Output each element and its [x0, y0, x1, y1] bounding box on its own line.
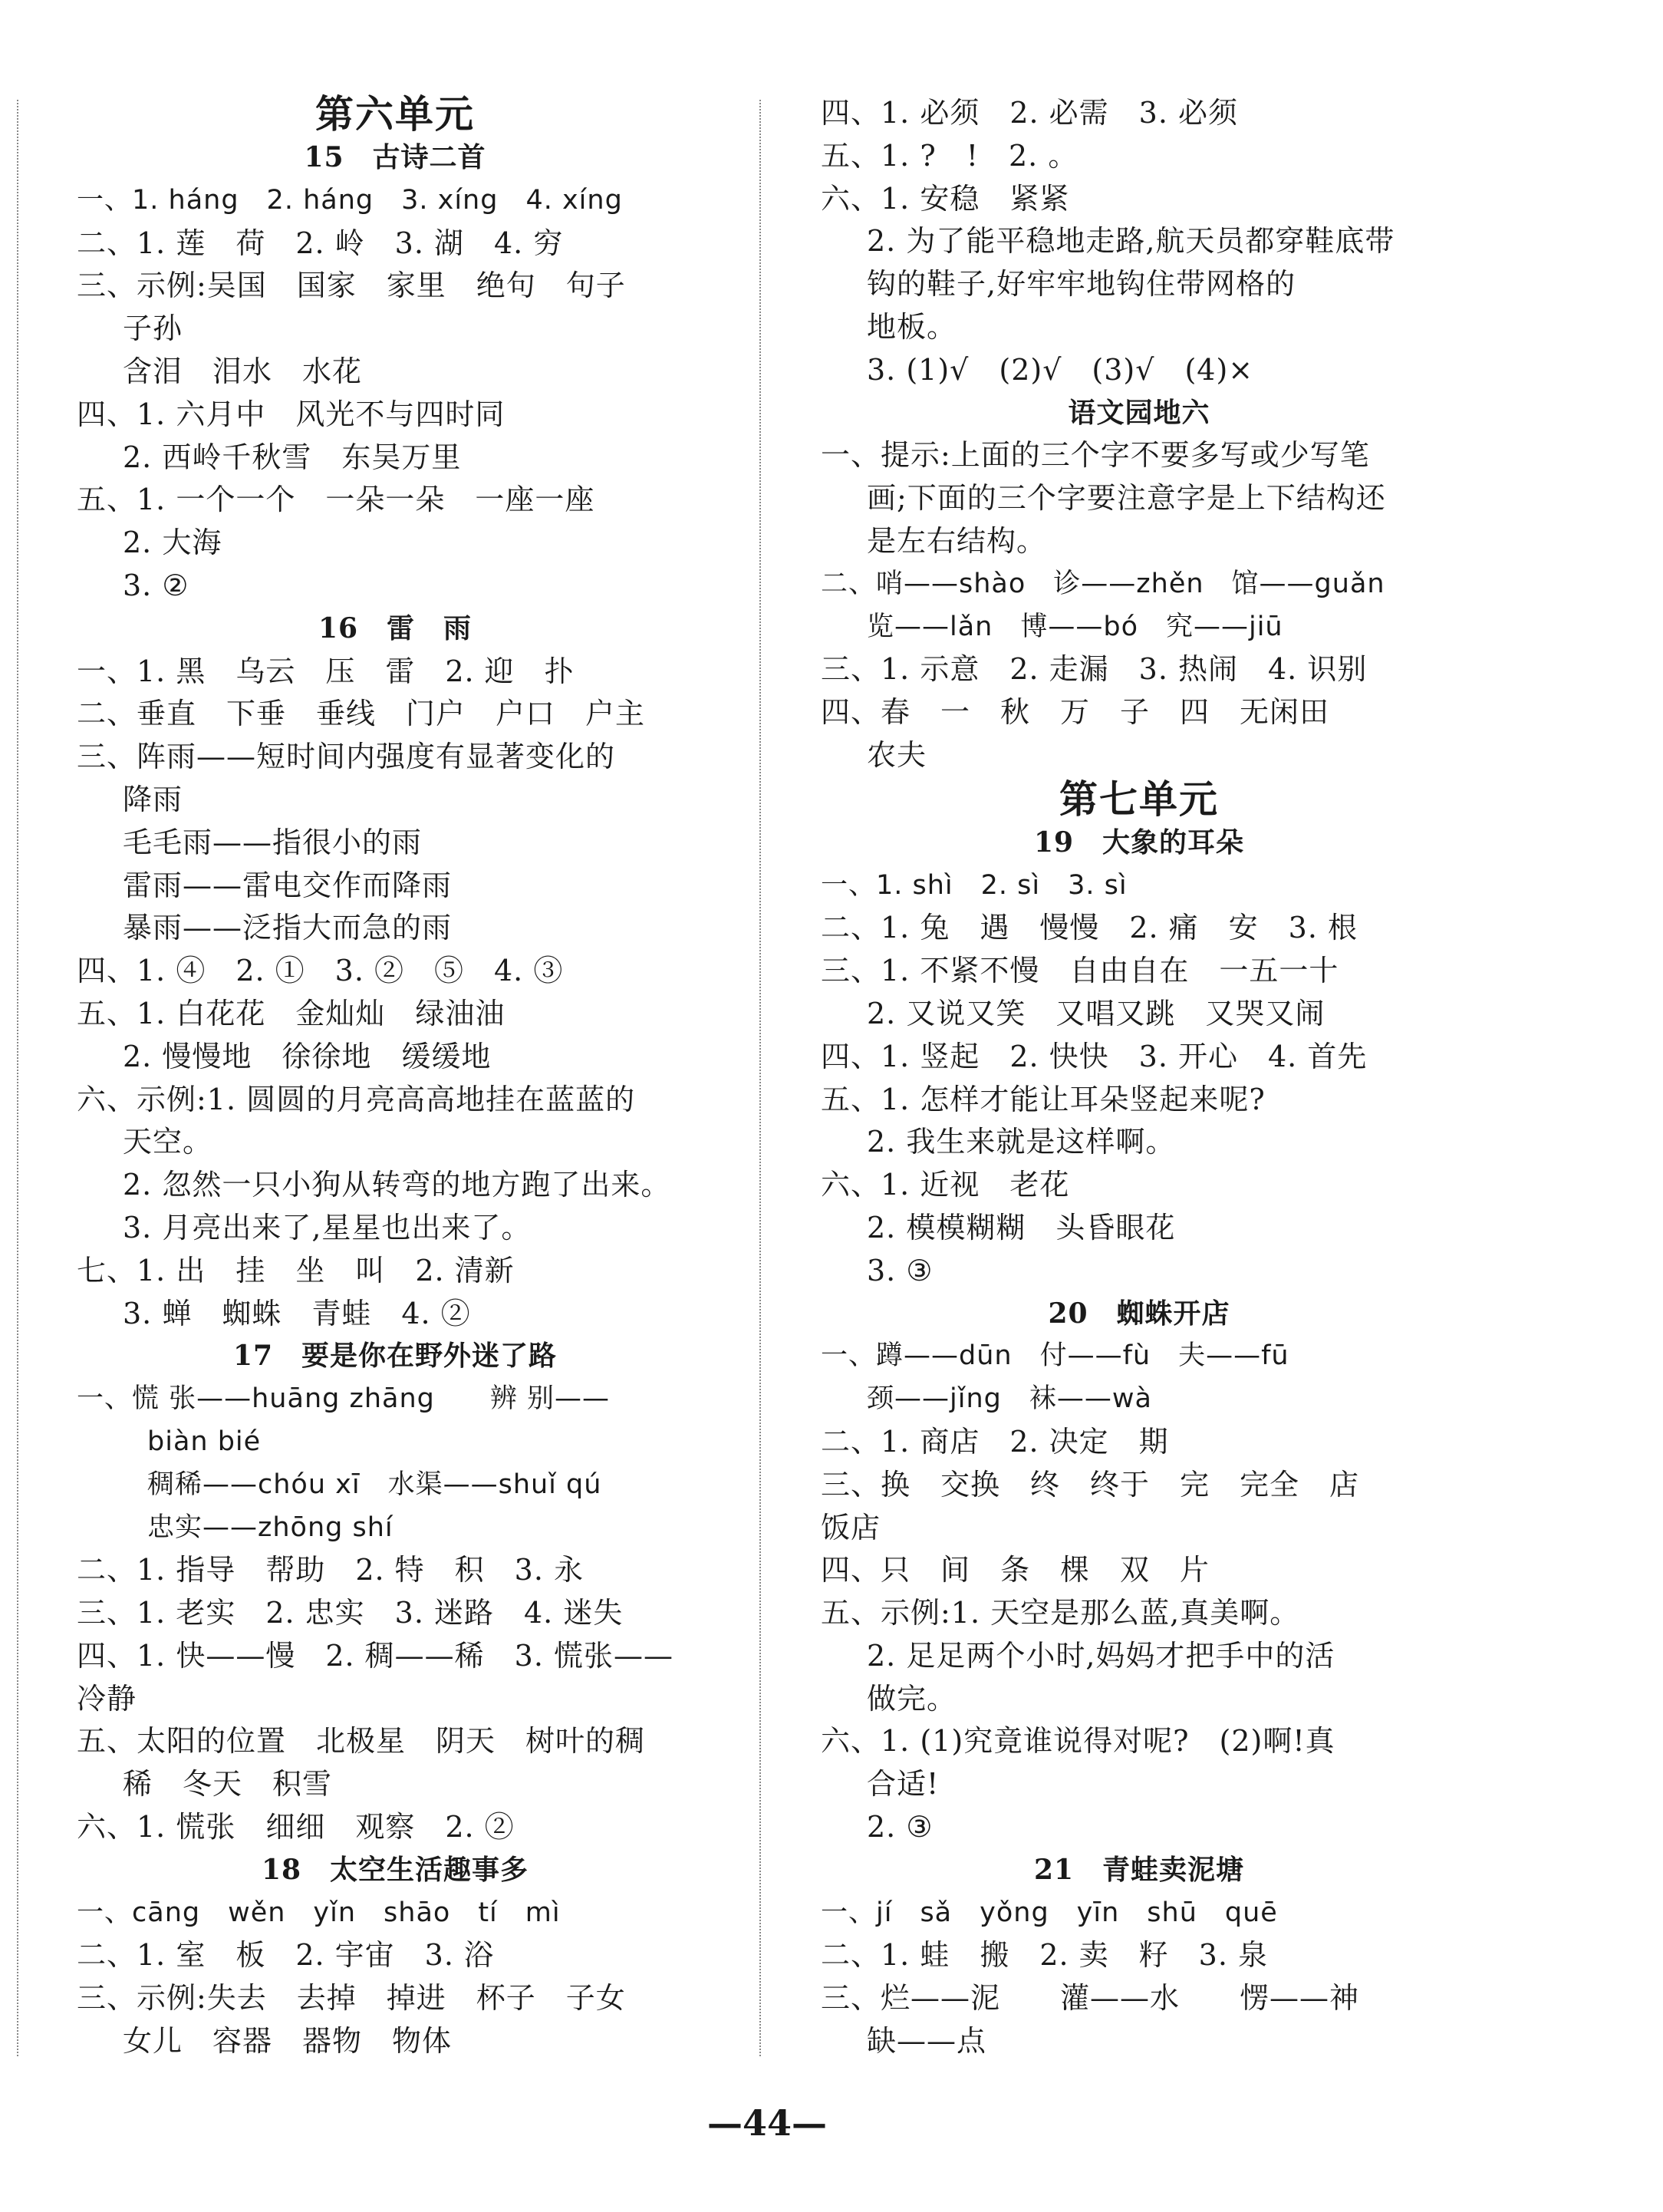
answer-line: 3. ③ [867, 1253, 934, 1287]
answer-line: 二、1. 指导 帮助 2. 特 积 3. 永 [77, 1553, 585, 1587]
answer-line: 五、1. 白花花 金灿灿 绿油油 [77, 996, 505, 1030]
answer-line: 2. 西岭千秋雪 东吴万里 [123, 440, 462, 474]
answer-line: 农夫 [867, 737, 927, 772]
left-margin-rule [17, 100, 18, 2056]
unit-heading: 第七单元 [1059, 776, 1219, 822]
answer-line: 三、1. 不紧不慢 自由自在 一五一十 [821, 954, 1339, 988]
answer-line: 六、1. 近视 老花 [821, 1168, 1070, 1202]
answer-line: 画;下面的三个字要注意字是上下结构还 [867, 481, 1386, 516]
answer-line: 做完。 [867, 1681, 957, 1716]
answer-line: 冷静 [77, 1681, 137, 1716]
lesson-heading: 18 太空生活趣事多 [261, 1853, 529, 1886]
lesson-heading: 15 古诗二首 [304, 141, 486, 173]
answer-line: 五、1. ? ! 2. 。 [821, 138, 1078, 173]
lesson-heading: 16 雷 雨 [318, 612, 473, 644]
answer-line: 钩的鞋子,好牢牢地钩住带网格的 [867, 267, 1296, 302]
answer-line: 四、1. 竖起 2. 快快 3. 开心 4. 首先 [821, 1039, 1368, 1073]
answer-line: 是左右结构。 [867, 523, 1047, 558]
answer-line: 2. 为了能平稳地走路,航天员都穿鞋底带 [867, 224, 1395, 259]
answer-line: 2. 慢慢地 徐徐地 缓缓地 [123, 1039, 492, 1073]
answer-line: 一、提示:上面的三个字不要多写或少写笔 [821, 438, 1370, 473]
answer-line: 3. 蝉 蜘蛛 青蛙 4. ② [123, 1296, 471, 1330]
right-column [821, 92, 1457, 2063]
answer-line: 六、示例:1. 圆圆的月亮高高地挂在蓝蓝的 [77, 1082, 636, 1116]
answer-line: 一、慌 张——huāng zhāng 辨 别—— [77, 1383, 610, 1415]
answer-line: 天空。 [123, 1125, 213, 1159]
answer-line: 五、太阳的位置 北极星 阴天 树叶的稠 [77, 1724, 646, 1759]
answer-line: 二、1. 室 板 2. 宇宙 3. 浴 [77, 1938, 495, 1973]
left-column [77, 92, 713, 2063]
lesson-heading: 20 蜘蛛开店 [1048, 1297, 1230, 1330]
answer-line: 四、1. 六月中 风光不与四时同 [77, 397, 505, 431]
answer-line: 子孙 [123, 312, 183, 346]
answer-line: 地板。 [867, 309, 957, 344]
answer-line: 五、1. 怎样才能让耳朵竖起来呢? [821, 1082, 1266, 1116]
answer-line: 四、1. 必须 2. 必需 3. 必须 [821, 96, 1239, 130]
answer-line: 四、1. 快——慢 2. 稠——稀 3. 慌张—— [77, 1638, 674, 1673]
answer-line: 三、1. 老实 2. 忠实 3. 迷路 4. 迷失 [77, 1596, 624, 1630]
answer-line: 3. 月亮出来了,星星也出来了。 [123, 1210, 532, 1244]
column-divider [759, 100, 761, 2056]
answer-line: 2. 大海 [123, 526, 222, 560]
answer-line: 女儿 容器 器物 物体 [123, 2024, 453, 2059]
answer-line: 五、1. 一个一个 一朵一朵 一座一座 [77, 483, 595, 517]
answer-line: 暴雨——泛指大而急的雨 [123, 911, 453, 945]
answer-line: 雷雨——雷电交作而降雨 [123, 868, 453, 902]
answer-line: 2. 模模糊糊 头昏眼花 [867, 1210, 1176, 1244]
answer-line: 二、1. 兔 遇 慢慢 2. 痛 安 3. 根 [821, 911, 1358, 945]
lesson-heading: 17 要是你在野外迷了路 [232, 1340, 558, 1373]
unit-heading: 第六单元 [315, 91, 475, 137]
answer-line: 四、春 一 秋 万 子 四 无闲田 [821, 695, 1330, 730]
answer-line: 3. ② [123, 568, 189, 602]
answer-line: 二、1. 莲 荷 2. 岭 3. 湖 4. 穷 [77, 226, 564, 260]
answer-line: 三、示例:失去 去掉 掉进 杯子 子女 [77, 1981, 626, 2016]
answer-line: 一、jí sǎ yǒng yīn shū quē [821, 1897, 1278, 1928]
answer-line: 稀 冬天 积雪 [123, 1767, 333, 1802]
answer-line: 3. (1)√ (2)√ (3)√ (4)× [867, 352, 1254, 387]
page-number: —44— [706, 2102, 827, 2144]
answer-line: 三、换 交换 终 终于 完 完全 店 [821, 1467, 1360, 1502]
answer-line: 二、垂直 下垂 垂线 门户 户口 户主 [77, 697, 646, 731]
answer-line: biàn bié [147, 1426, 262, 1457]
answer-line: 颈——jǐng 袜——wà [867, 1383, 1152, 1415]
answer-line: 2. ③ [867, 1810, 934, 1844]
answer-line: 缺——点 [867, 2024, 987, 2059]
answer-line: 合适! [867, 1767, 940, 1802]
answer-line: 三、1. 示意 2. 走漏 3. 热闹 4. 识别 [821, 652, 1368, 687]
answer-line: 2. 足足两个小时,妈妈才把手中的活 [867, 1638, 1335, 1673]
answer-line: 一、蹲——dūn 付——fù 夫——fū [821, 1340, 1289, 1372]
answer-line: 2. 又说又笑 又唱又跳 又哭又闹 [867, 996, 1325, 1030]
answer-line: 四、只 间 条 棵 双 片 [821, 1553, 1210, 1587]
lesson-heading: 21 青蛙卖泥塘 [1033, 1853, 1245, 1886]
answer-line: 一、1. 黑 乌云 压 雷 2. 迎 扑 [77, 654, 575, 688]
answer-line: 五、示例:1. 天空是那么蓝,真美啊。 [821, 1596, 1300, 1630]
answer-line: 二、1. 蛙 搬 2. 卖 籽 3. 泉 [821, 1938, 1269, 1973]
lesson-heading: 语文园地六 [1068, 396, 1210, 429]
answer-line: 2. 我生来就是这样啊。 [867, 1125, 1176, 1159]
answer-line: 2. 忽然一只小狗从转弯的地方跑了出来。 [123, 1168, 671, 1202]
answer-line: 含泪 泪水 水花 [123, 354, 363, 388]
answer-line: 六、1. 慌张 细细 观察 2. ② [77, 1810, 515, 1844]
answer-line: 毛毛雨——指很小的雨 [123, 825, 423, 859]
answer-line: 四、1. ④ 2. ① 3. ② ⑤ 4. ③ [77, 954, 564, 988]
answer-line: 稠稀——chóu xī 水渠——shuǐ qú [147, 1469, 602, 1500]
answer-line: 六、1. (1)究竟谁说得对呢? (2)啊!真 [821, 1724, 1335, 1759]
answer-line: 六、1. 安稳 紧紧 [821, 181, 1070, 216]
answer-line: 七、1. 出 挂 坐 叫 2. 清新 [77, 1253, 515, 1287]
answer-line: 忠实——zhōng shí [147, 1511, 394, 1543]
answer-line: 饭店 [821, 1510, 881, 1544]
answer-line: 览——lǎn 博——bó 究——jiū [867, 611, 1283, 642]
answer-line: 降雨 [123, 782, 183, 816]
answer-line: 三、阵雨——短时间内强度有显著变化的 [77, 740, 616, 774]
answer-line: 一、1. háng 2. háng 3. xíng 4. xíng [77, 184, 623, 216]
answer-line: 二、哨——shào 诊——zhěn 馆——guǎn [821, 568, 1385, 599]
answer-line: 一、cāng wěn yǐn shāo tí mì [77, 1897, 561, 1928]
lesson-heading: 19 大象的耳朵 [1033, 826, 1245, 859]
answer-line: 一、1. shì 2. sì 3. sì [821, 869, 1128, 901]
answer-line: 三、示例:吴国 国家 家里 绝句 句子 [77, 269, 626, 303]
answer-line: 三、烂——泥 灌——水 愣——神 [821, 1981, 1360, 2016]
answer-line: 二、1. 商店 2. 决定 期 [821, 1424, 1169, 1459]
